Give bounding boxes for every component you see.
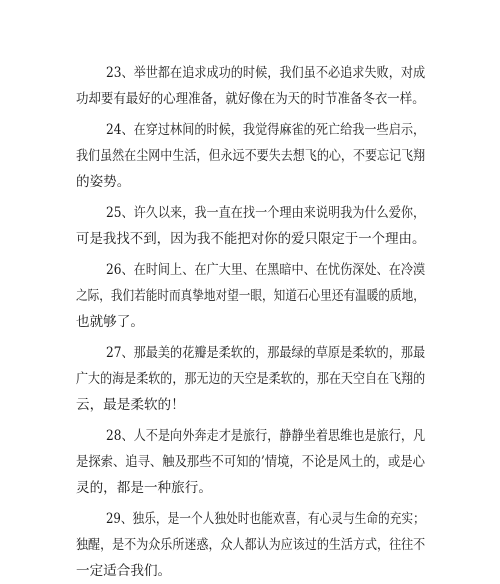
- line-text: 也就够了。: [76, 314, 144, 330]
- line-text: 云，最是柔软的！: [76, 397, 185, 413]
- paragraph-line: [106, 257, 425, 283]
- line-text: 27、那最美的花瓣是柔软的，那最绿的草原是柔软的，那最: [106, 345, 425, 361]
- line-text: 独醒，是不为众乐所迷惑，众人都认为应该过的生活方式，往往不: [76, 537, 425, 553]
- line-text: 广大的海是柔软的，那无边的天空是柔软的，那在天空自在飞翔的: [76, 371, 425, 387]
- line-text: 之际，我们若能时而真挚地对望一眼，知道石心里还有温暖的质地，: [76, 288, 425, 304]
- paragraph-line: [76, 366, 425, 392]
- paragraph-line: [76, 449, 425, 475]
- paragraph-line: [76, 226, 425, 252]
- line-text: 28、人不是向外奔走才是旅行，静静坐着思维也是旅行，凡: [106, 428, 425, 444]
- line-text: 功却要有最好的心理准备，就好像在为天的时节准备冬衣一样。: [76, 91, 425, 107]
- paragraph-line: [76, 558, 425, 584]
- line-text: 24、在穿过林间的时候，我觉得麻雀的死亡给我一些启示，: [106, 122, 425, 138]
- paragraph-line: [76, 169, 425, 195]
- paragraph-line: [76, 392, 425, 418]
- line-text: 29、独乐，是一个人独处时也能欢喜，有心灵与生命的充实；: [106, 511, 425, 527]
- paragraph-line: [76, 143, 425, 169]
- paragraph-line: [106, 200, 425, 226]
- paragraph-line: [76, 532, 425, 558]
- line-text: 25、许久以来，我一直在找一个理由来说明我为什么爱你，: [106, 205, 425, 221]
- line-text: 的姿势。: [76, 174, 131, 190]
- line-text: 可是我找不到，因为我不能把对你的爱只限定于一个理由。: [76, 231, 425, 247]
- line-text: 我们虽然在尘网中生活，但永远不要失去想飞的心，不要忘记飞翔: [76, 148, 425, 164]
- paragraph-line: [76, 86, 425, 112]
- paragraph-line: [106, 423, 425, 449]
- paragraph-line: [76, 283, 425, 309]
- paragraph-line: [106, 506, 425, 532]
- paragraph-line: [76, 475, 425, 501]
- paragraph-line: [106, 60, 425, 86]
- line-text: 26、在时间上、在广大里、在黑暗中、在忧伤深处、在冷漠: [106, 262, 425, 278]
- paragraph-line: [106, 340, 425, 366]
- line-text: 一定适合我们。: [76, 563, 172, 579]
- line-text: 灵的，都是一种旅行。: [76, 480, 212, 496]
- paragraph-line: [76, 309, 425, 335]
- line-text: 是探索、追寻、触及那些不可知的’情境，不论是风土的，或是心: [76, 454, 425, 470]
- paragraph-line: [106, 117, 425, 143]
- line-text: 23、举世都在追求成功的时候，我们虽不必追求失败，对成: [106, 65, 425, 81]
